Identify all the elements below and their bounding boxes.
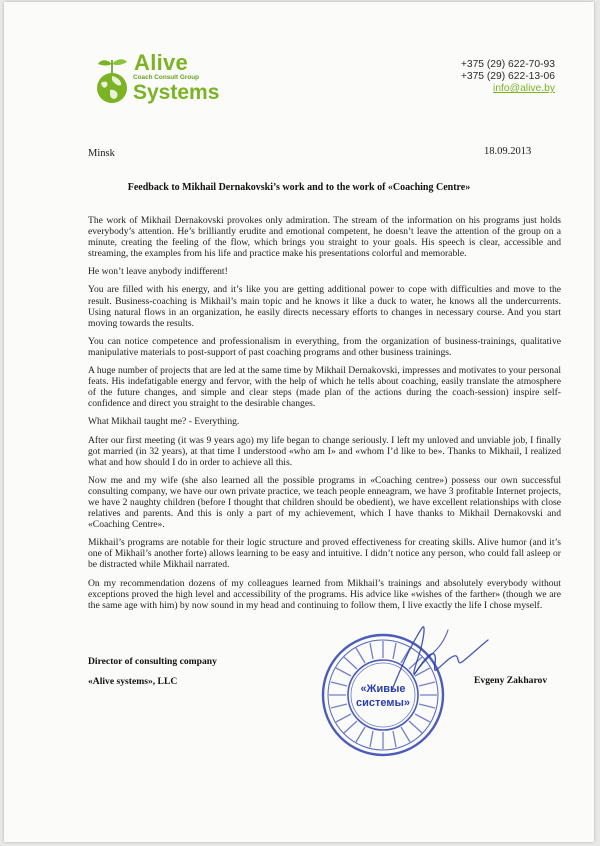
stamp-text-line2: системы» xyxy=(355,697,411,709)
signatory-name: Evgeny Zakharov xyxy=(474,675,548,686)
stamp-text-line1: «Живые xyxy=(360,683,406,695)
paragraph: He won’t leave anybody indifferent! xyxy=(88,266,228,278)
phone-2: +375 (29) 622-13-06 xyxy=(460,71,555,82)
paragraph: A huge number of projects that are led at the same time by Mikhail Dernakovski, impresses and motivates to your personal feats. His indefatigable energy and fervor, with the help of which he tells about coaching, easily translate the atmosphere of the future changes, and simple and clear steps (made plan of the actions during the coach-session) inspire self-confidence and direct you straight to the desirable changes. xyxy=(88,365,561,410)
email-link[interactable]: info@alive.by xyxy=(493,83,555,94)
letter-date: 18.09.2013 xyxy=(484,146,532,157)
paragraph: On my recommendation dozens of my colleagues learned from Mikhail’s trainings and absolutely everybody without exceptions proved the high level and accessibility of the programs. His advice like «wishes of the farther» (though we are the same age with him) by now sound in my head and continuing to follow them, I live exactly the life I chose myself. xyxy=(88,577,561,611)
paragraph: You are filled with his energy, and it’s like you are getting additional power to cope with difficulties and move to the result. Business-coaching is Mikhail’s main topic and he knows it like a duck to water, he knows all the undercurrents. Using natural flows in an organization, he easily directs necessary efforts to changes in necessary course. And you start moving towards the results. xyxy=(88,284,561,329)
logo-word-systems: Systems xyxy=(133,81,220,104)
signatory-company: «Alive systems», LLC xyxy=(88,676,178,687)
paragraph: Now me and my wife (she also learned all the possible programs in «Coaching centre») possess our own successful consulting company, we have our own private practice, we teach people enneagram, we have 3 profitable Internet projects, we have 2 naughty children (before I thought that children should be obedient), we have excellent relationships with close relatives and parents. And this is only a part of my achievement, which I have thanks to Mikhail Dernakovski and «Coaching Centre». xyxy=(88,474,561,531)
phone-1: +375 (29) 622-70-93 xyxy=(460,59,555,70)
paragraph: Mikhail’s programs are notable for their logic structure and proved effectiveness for creating skills. Alive humor (and it’s one of Mikhail’s another forte) allows learning to be easy and intuitive. I didn’t notice any person, who could fall asleep or be distracted while Mikhail narrated. xyxy=(88,537,561,571)
company-logo xyxy=(92,50,222,108)
letter-city: Minsk xyxy=(88,148,115,159)
letter-title: Feedback to Mikhail Dernakovski’s work and to the work of «Coaching Centre» xyxy=(127,182,471,193)
logo-subtitle: Coach Consult Group xyxy=(133,74,200,81)
handwritten-signature xyxy=(384,620,494,700)
signatory-position: Director of consulting company xyxy=(88,656,217,667)
globe-sprout-icon xyxy=(92,56,134,106)
paragraph: You can notice competence and professionalism in everything, from the organization of business-trainings, qualitative manipulative materials to post-support of past coaching programs and other business trainings. xyxy=(88,335,561,358)
paragraph: The work of Mikhail Dernakovski provokes only admiration. The stream of the information on his programs just holds everybody’s attention. He’s brilliantly erudite and emotional competent, he doesn’t leave the attention of the group on a minute, creating the feeling of the flow, which brings you straight to your goals. His speech is clear, accessible and streaming, the examples from his life and practice make his presentations colorful and memorable. xyxy=(88,215,561,260)
logo-word-alive: Alive xyxy=(134,50,189,75)
paragraph: After our first meeting (it was 9 years ago) my life began to change seriously. I left my unloved and unviable job, I finally got married (in 32 years), at that time I understood «who am I» and «whom I’d like to be». Thanks to Mikhail, I realized what and how should I do in order to achieve all this. xyxy=(88,434,561,468)
letter-page xyxy=(4,2,594,842)
signatory-block xyxy=(88,656,217,687)
letter-body xyxy=(88,215,561,618)
contact-block xyxy=(461,59,555,95)
paragraph: What Mikhail taught me? - Everything. xyxy=(88,416,240,428)
